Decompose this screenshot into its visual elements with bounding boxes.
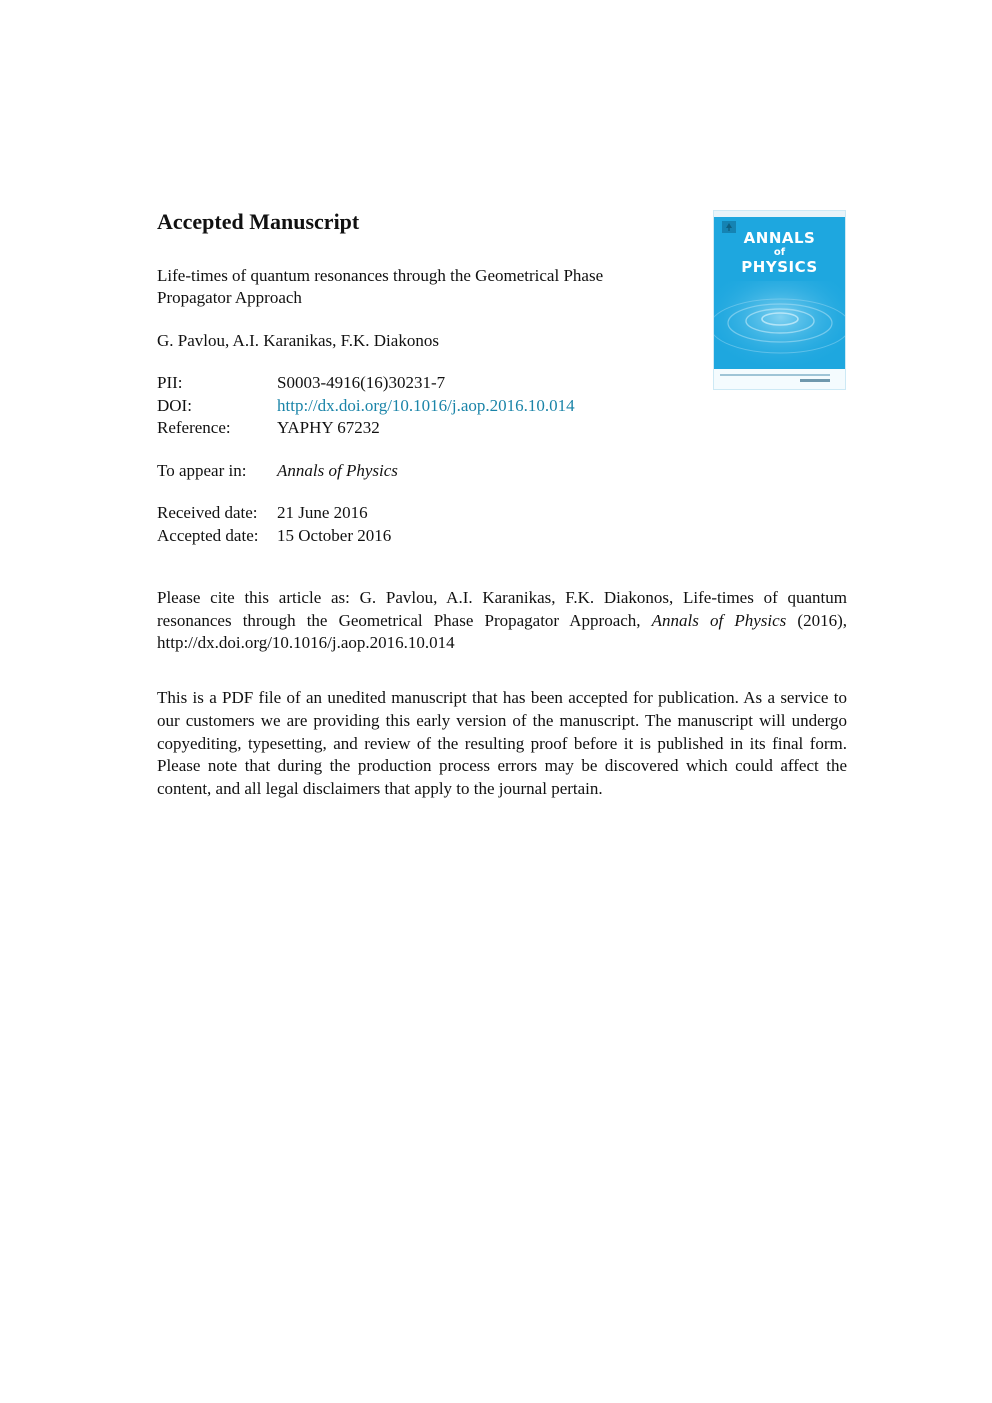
identifiers-block — [157, 372, 575, 440]
accepted-label: Accepted date: — [157, 525, 259, 545]
authors: G. Pavlou, A.I. Karanikas, F.K. Diakonos — [157, 331, 439, 350]
cover-title-line2: of — [773, 247, 786, 258]
reference-label: Reference: — [157, 418, 231, 437]
article-title: Life-times of quantum resonances through the Geometrical Phase Propagator Approach — [157, 266, 604, 307]
cover-footer — [714, 369, 845, 389]
pii-label: PII: — [157, 373, 183, 392]
cover-title-line1: ANNALS — [743, 229, 816, 247]
citation-prefix: Please cite this article as: G. Pavlou, A.I. Karanikas, F.K. Diakonos, Life-times of quantum resonances through the Geometrical Phase Propagator Approach, — [157, 588, 847, 630]
page-heading: Accepted Manuscript — [157, 209, 360, 234]
dates-block — [157, 502, 391, 547]
received-value: 21 June 2016 — [277, 503, 368, 522]
accepted-row — [157, 525, 391, 548]
pii-value: S0003-4916(16)30231-7 — [277, 373, 446, 392]
appear-row — [157, 460, 398, 483]
reference-row — [157, 417, 575, 440]
cover-top-strip — [714, 211, 845, 217]
appear-label: To appear in: — [157, 461, 247, 480]
appear-block — [157, 460, 398, 483]
doi-label: DOI: — [157, 395, 192, 415]
cover-ripple-art — [714, 281, 846, 371]
pii-row — [157, 372, 575, 395]
received-label: Received date: — [157, 503, 258, 522]
doi-row — [157, 395, 575, 418]
citation-paragraph — [157, 587, 847, 655]
reference-value: YAPHY 67232 — [277, 418, 380, 437]
received-row — [157, 502, 391, 525]
citation-journal: Annals of Physics — [651, 610, 787, 630]
cover-footer-line — [720, 374, 830, 376]
cover-footer-mark — [800, 379, 830, 382]
citation-suffix: (2016), http://dx.doi.org/10.1016/j.aop.2016.10.014 — [157, 610, 847, 652]
journal-cover — [713, 210, 846, 390]
appear-journal: Annals of Physics — [277, 461, 398, 480]
cover-title-line3: PHYSICS — [741, 258, 818, 276]
disclaimer-paragraph: This is a PDF file of an unedited manuscript that has been accepted for publication. As a service to our customers we are providing this early version of the manuscript. The manuscript will undergo copyediting, typesetting, and review of the resulting proof before it is published in its final form. Please note that during the production process errors may be discovered which could affect the content, and all legal disclaimers that apply to the journal pertain. — [157, 688, 847, 799]
cover-title — [714, 231, 845, 277]
doi-link[interactable]: http://dx.doi.org/10.1016/j.aop.2016.10.014 — [277, 395, 575, 415]
accepted-value: 15 October 2016 — [277, 525, 392, 545]
